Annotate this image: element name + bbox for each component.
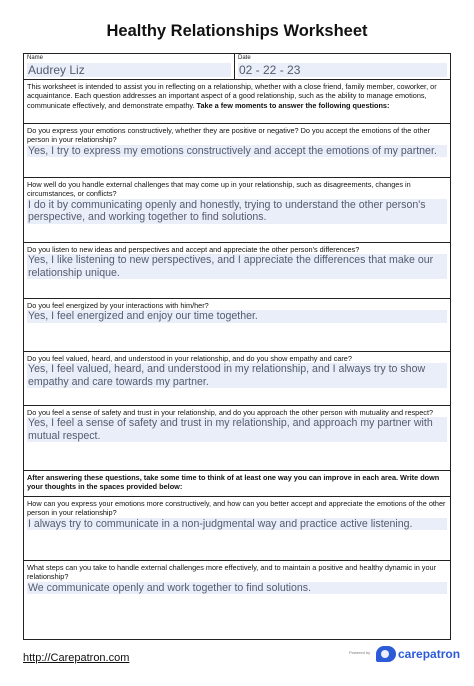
question-block-5 — [24, 352, 450, 406]
improvement-block-2 — [24, 561, 450, 596]
date-cell — [235, 54, 450, 79]
header-row — [24, 54, 450, 80]
question-block-1 — [24, 124, 450, 178]
question-block-3 — [24, 243, 450, 299]
question-text: Do you feel a sense of safety and trust in your relationship, and do you approach the other person with mutuality and respect? — [27, 408, 434, 417]
powered-by-label: Powered by — [349, 650, 371, 655]
question-block-4 — [24, 299, 450, 352]
question-text: Do you listen to new ideas and perspectives and accept and appreciate the other person's differences? — [27, 245, 360, 254]
answer-field[interactable]: Yes, I feel a sense of safety and trust in my relationship, and approach my partner with mutual respect. — [27, 417, 447, 442]
carepatron-logo — [376, 646, 460, 662]
intro-body: This worksheet is intended to assist you in reflecting on a relationship, whether with a close friend, family member, coworker, or acquaintance. Each question addresses an important aspect of a good relationship, such as the ability to manage emotions, communicate effectively, and demonstrate empathy. — [27, 82, 437, 110]
question-text: Do you feel energized by your interactions with him/her? — [27, 301, 209, 310]
carepatron-brand-text: carepatron — [398, 647, 461, 661]
name-label: Name — [27, 55, 44, 61]
date-field[interactable]: 02 - 22 - 23 — [238, 63, 447, 77]
improvement-answer-field[interactable]: We communicate openly and work together to find solutions. — [27, 582, 447, 595]
carepatron-link[interactable]: http://Carepatron.com — [23, 652, 130, 664]
intro-text — [24, 80, 450, 124]
question-text: How well do you handle external challenges that may come up in your relationship, such as disagreements, changes in circumstances, or conflicts? — [27, 180, 411, 199]
answer-field[interactable]: I do it by communicating openly and honestly, trying to understand the other person's perspective, and working together to find solutions. — [27, 199, 447, 224]
improvement-question: How can you express your emotions more constructively, and how can you better accept and appreciate the emotions of the other person in your relationship? — [27, 499, 446, 518]
improvement-block-1 — [24, 497, 450, 561]
improvement-question: What steps can you take to handle external challenges more effectively, and to maintain a positive and healthy dynamic in your relationship? — [27, 563, 436, 582]
question-block-2 — [24, 178, 450, 243]
name-field[interactable]: Audrey Liz — [27, 63, 231, 77]
improvement-instructions: After answering these questions, take some time to think of at least one way you can improve in each area. Write down your thoughts in the spaces provided below: — [24, 471, 450, 497]
question-block-6 — [24, 406, 450, 471]
answer-field[interactable]: Yes, I feel energized and enjoy our time together. — [27, 310, 447, 323]
question-text: Do you feel valued, heard, and understood in your relationship, and do you show empathy and care? — [27, 354, 352, 363]
question-text: Do you express your emotions constructively, whether they are positive or negative? Do you accept the emotions of the other person in your relationship? — [27, 126, 431, 145]
date-label: Date — [238, 55, 251, 61]
worksheet-form — [23, 53, 451, 640]
carepatron-logo-icon — [376, 646, 396, 662]
answer-field[interactable]: Yes, I like listening to new perspectives, and I appreciate the differences that make our relationship unique. — [27, 254, 447, 279]
worksheet-title: Healthy Relationships Worksheet — [106, 22, 368, 40]
answer-field[interactable]: Yes, I feel valued, heard, and understood in my relationship, and I always try to show empathy and care towards my partner. — [27, 363, 447, 388]
name-cell — [24, 54, 235, 79]
improvement-answer-field[interactable]: I always try to communicate in a non-judgmental way and practice active listening. — [27, 518, 447, 531]
answer-field[interactable]: Yes, I try to express my emotions constructively and accept the emotions of my partner. — [27, 145, 447, 158]
intro-instruction: Take a few moments to answer the following questions: — [196, 100, 390, 110]
